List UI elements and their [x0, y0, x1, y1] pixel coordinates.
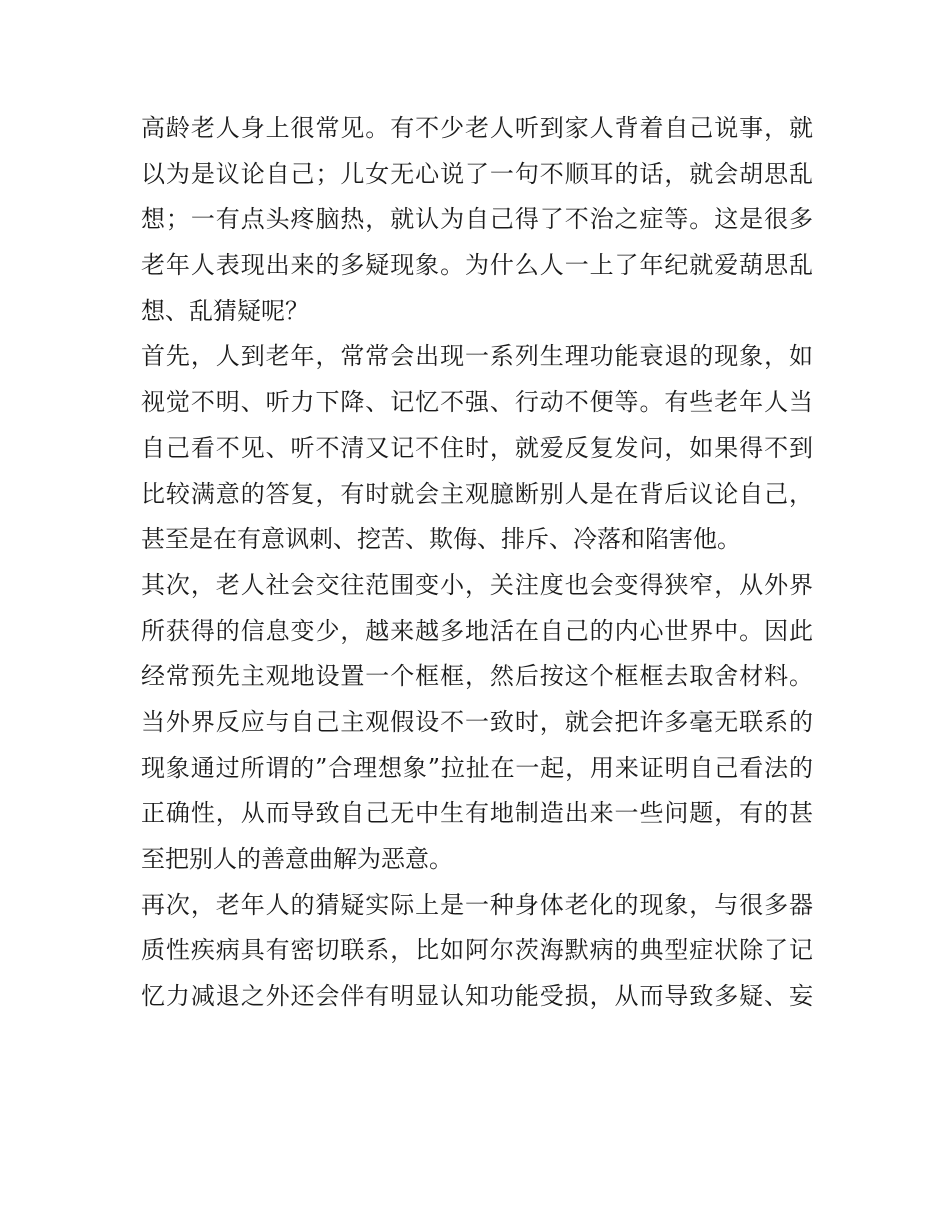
text-line: 老年人表现出来的多疑现象。为什么人一上了年纪就爱葫思乱: [141, 251, 813, 280]
text-line: 首先，人到老年，常常会出现一系列生理功能衰退的现象，如: [141, 342, 813, 371]
text-line: 质性疾病具有密切联系，比如阿尔茨海默病的典型症状除了记: [141, 936, 813, 965]
text-line: 经常预先主观地设置一个框框，然后按这个框框去取舍材料。: [141, 662, 813, 691]
text-line: 至把别人的善意曲解为恶意。: [141, 845, 453, 873]
text-line: 高龄老人身上很常见。有不少老人听到家人背着自己说事，就: [141, 114, 813, 142]
text-line: 当外界反应与自己主观假设不一致时，就会把许多毫无联系的: [141, 707, 813, 736]
text-line: 现象通过所谓的”合理想象”拉扯在一起，用来证明自己看法的: [141, 753, 813, 782]
text-line: 其次，老人社会交往范围变小，关注度也会变得狭窄，从外界: [141, 570, 813, 599]
text-line: 甚至是在有意讽刺、挖苦、欺侮、排斥、冷落和陷害他。: [141, 525, 741, 554]
text-line: 以为是议论自己；儿女无心说了一句不顺耳的话，就会胡思乱: [141, 159, 813, 188]
text-line: 视觉不明、听力下降、记忆不强、行动不便等。有些老年人当: [141, 388, 813, 417]
body-text: [141, 106, 813, 1020]
paragraph: [141, 334, 813, 562]
text-line: 比较满意的答复，有时就会主观臆断别人是在背后议论自己，: [141, 479, 813, 508]
paragraph: [141, 883, 813, 1020]
text-line: 再次，老年人的猜疑实际上是一种身体老化的现象，与很多器: [141, 890, 813, 919]
text-line: 正确性，从而导致自己无中生有地制造出来一些问题，有的甚: [141, 799, 813, 828]
paragraph: [141, 563, 813, 883]
paragraph: [141, 106, 813, 334]
text-line: 所获得的信息变少，越来越多地活在自己的内心世界中。因此: [141, 616, 813, 645]
text-line: 想、乱猜疑呢？: [141, 296, 309, 325]
text-line: 想；一有点头疼脑热，就认为自己得了不治之症等。这是很多: [141, 205, 813, 234]
text-line: 忆力减退之外还会伴有明显认知功能受损，从而导致多疑、妄: [141, 982, 813, 1011]
text-line: 自己看不见、听不清又记不住时，就爱反复发问，如果得不到: [141, 433, 813, 462]
